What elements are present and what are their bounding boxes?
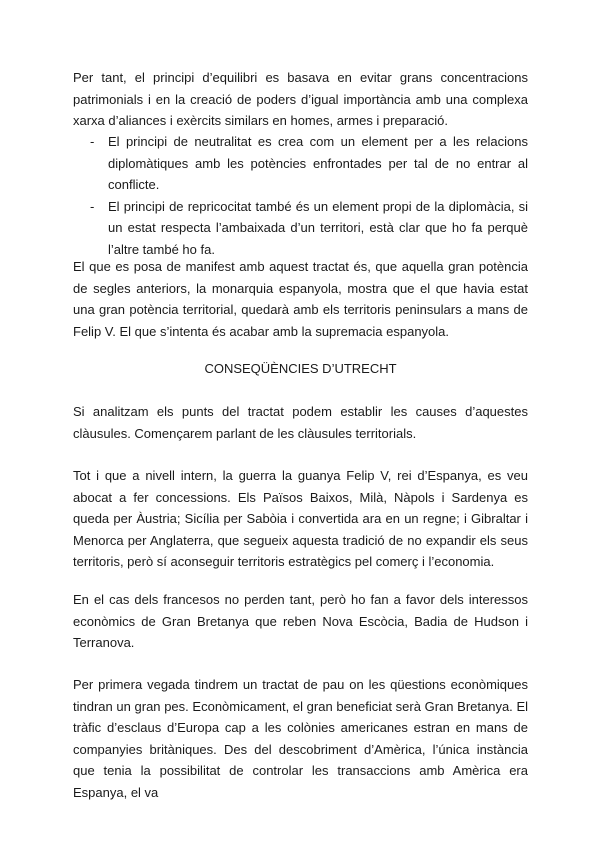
paragraph-francesos: En el cas dels francesos no perden tant, però ho fan a favor dels interessos econòmics de Gran Bretanya que reben Nova Escòcia, Badia de Hudson i Terranova. <box>73 592 528 650</box>
paragraph-primera: Per primera vegada tindrem un tractat de pau on les qüestions econòmiques tindran un gran pes. Econòmicament, el gran beneficiat serà Gran Bretanya. El tràfic d’esclaus d’Europa cap a les colònies americanes estran en mans de companyies britàniques. Des del descobriment d’Amèrica, l’única instància que tenia la possibilitat de controlar les transaccions amb Amèrica era Espanya, el va <box>73 677 528 800</box>
bullet-dash: - <box>90 134 95 149</box>
list-item <box>90 196 528 261</box>
paragraph-guerra: Tot i que a nivell intern, la guerra la guanya Felip V, rei d’Espanya, es veu abocat a fer concessions. Els Països Baixos, Milà, Nàpols i Sardenya es queda per Àustria; Sicília per Sabòia i convertida ara en un regne; i Gibraltar i Menorca per Anglaterra, que segueix aquesta tradició de no expandir els seus territoris, però sí aconseguir territoris estratègics pel comerç i l’economia. <box>73 468 528 569</box>
paragraph-analitzam: Si analitzam els punts del tractat podem establir les causes d’aquestes clàusules. Començarem parlant de les clàusules territorials. <box>73 404 528 441</box>
bullet-text: El principi de neutralitat es crea com un element per a les relacions diplomàtiques amb les potències enfrontades per tal de no entrar al conflicte. <box>108 134 528 192</box>
list-item <box>90 131 528 196</box>
bullet-dash: - <box>90 198 95 214</box>
paragraph-intro: Per tant, el principi d’equilibri es basava en evitar grans concentracions patrimonials i en la creació de poders d’igual importància amb una complexa xarxa d’aliances i exèrcits similars en homes, armes i preparació. <box>73 70 528 128</box>
paragraph-manifest: El que es posa de manifest amb aquest tractat és, que aquella gran potència de segles anteriors, la monarquia espanyola, mostra que el que havia estat una gran potència territorial, quedarà amb els territoris peninsulars a mans de Felip V. El que s’intenta és acabar amb la supremacia espanyola. <box>73 259 528 339</box>
principles-list <box>90 131 528 260</box>
bullet-text: El principi de repricocitat també és un element propi de la diplomàcia, si un estat respecta l’ambaixada d’un territori, està clar que ho fa perquè l’altre també ho fa. <box>108 198 528 257</box>
section-heading: CONSEQÜÈNCIES D’UTRECHT <box>204 361 397 376</box>
